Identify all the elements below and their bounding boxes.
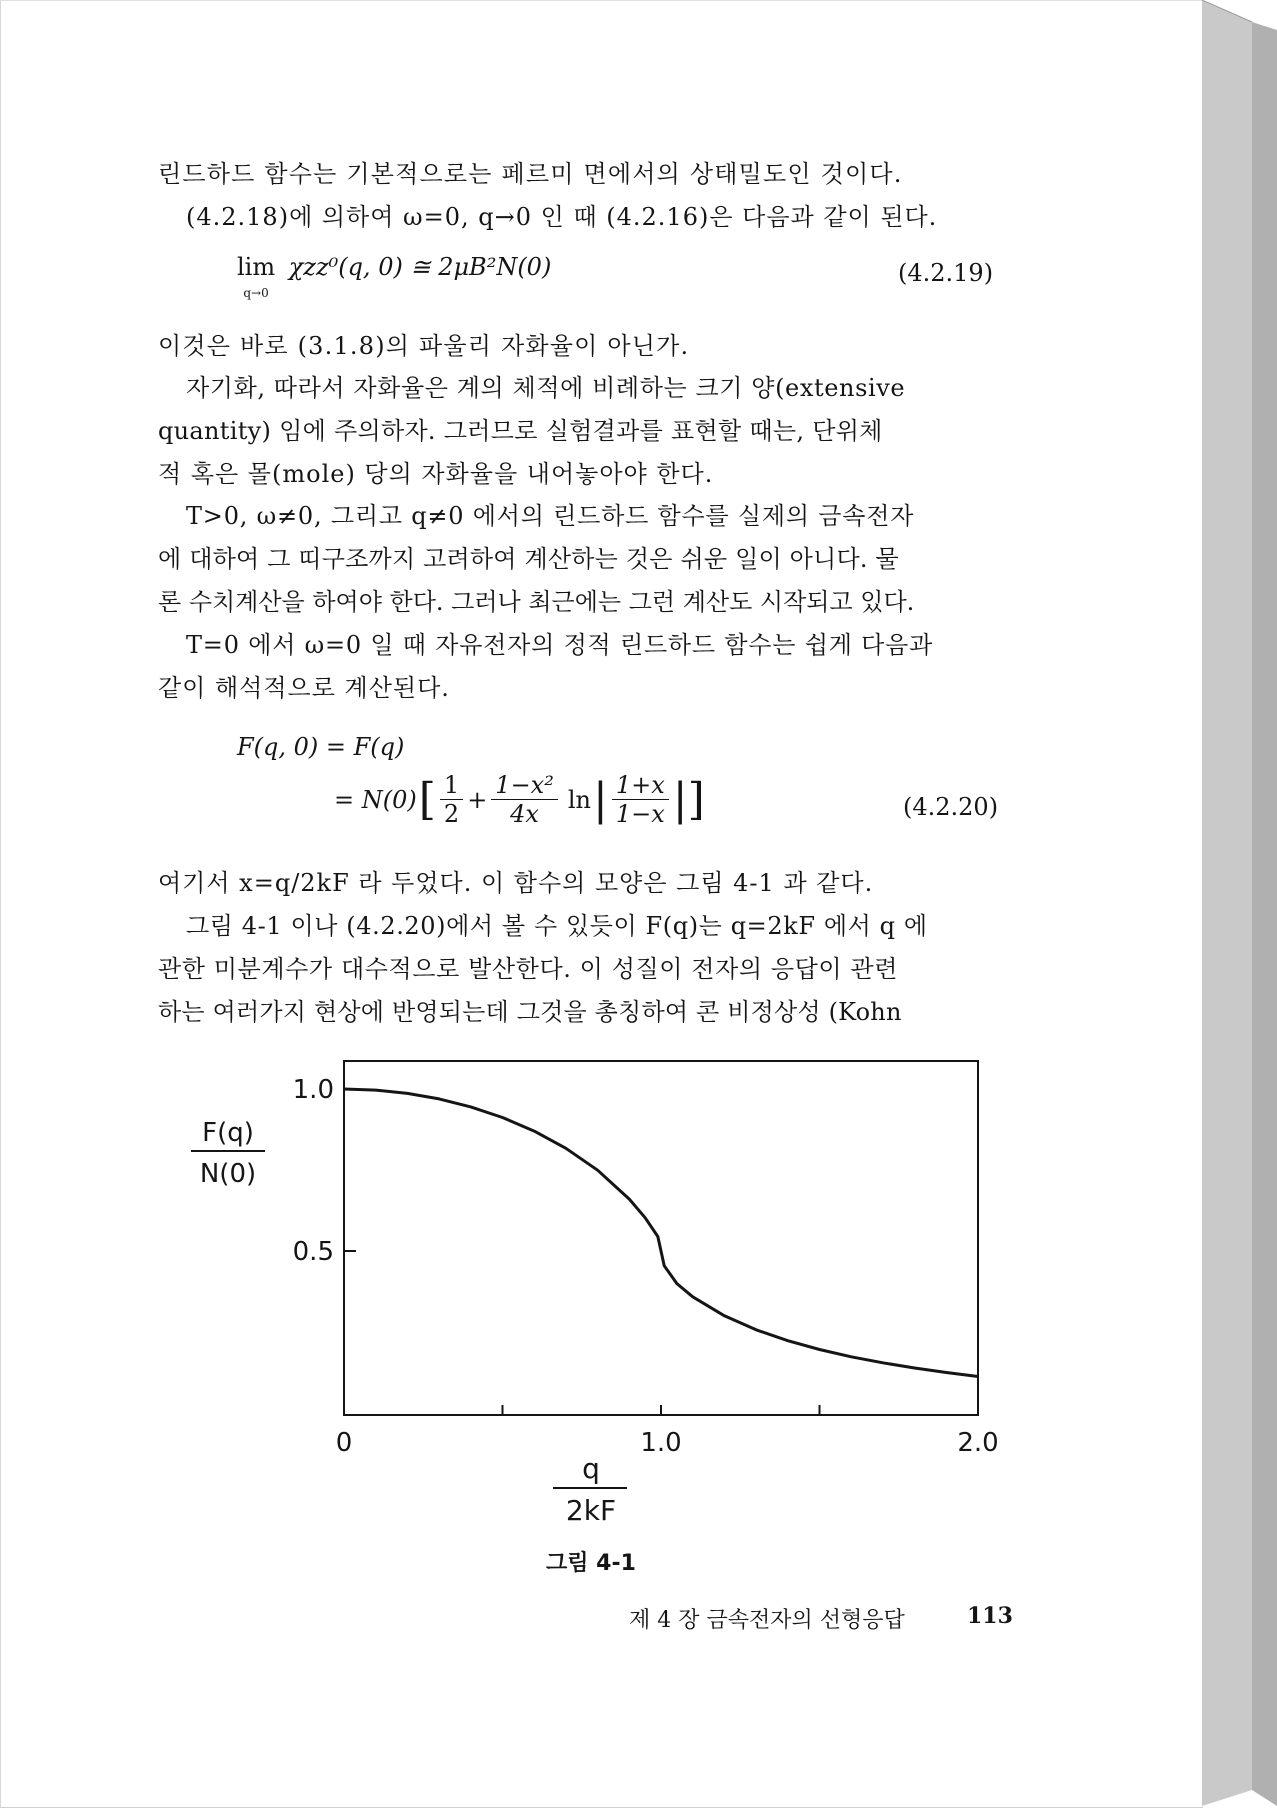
y-axis-label-denominator: N(0) [199, 1159, 257, 1189]
equation-4-2-19 [237, 253, 551, 309]
text-line-7: T>0, ω≠0, 그리고 q≠0 에서의 린드하드 함수를 실제의 금속전자 [186, 502, 915, 530]
book-page-edge [1202, 0, 1277, 1806]
eq20-abs-left: | [592, 773, 608, 825]
eq20-line1: F(q, 0) = F(q) [237, 733, 405, 761]
text-line-2: (4.2.18)에 의하여 ω=0, q→0 인 때 (4.2.16)은 다음과 같이 된다. [186, 203, 938, 231]
text-line-5: quantity) 임에 주의하자. 그러므로 실험결과를 표현할 때는, 단위체 [158, 417, 883, 445]
equation-4-2-20-line1 [237, 733, 404, 761]
x-tick-label: 1.0 [640, 1428, 682, 1458]
eq20-right-bracket: ] [687, 773, 705, 825]
eq20-prefix: = N(0) [334, 785, 417, 814]
equation-4-2-20-line2 [334, 771, 705, 828]
equation-number-4-2-19: (4.2.19) [898, 259, 994, 287]
text-line-10: T=0 에서 ω=0 일 때 자유전자의 정적 린드하드 함수는 쉽게 다음과 [186, 631, 934, 659]
x-axis-label-denominator: 2kF [565, 1494, 617, 1527]
eq19-lim: lim [237, 253, 276, 281]
text-line-13: 그림 4-1 이나 (4.2.20)에서 볼 수 있듯이 F(q)는 q=2kF 에서 q 에 [186, 912, 928, 940]
eq20-half-fraction [440, 771, 463, 828]
text-line-8: 에 대하여 그 띠구조까지 고려하여 계산하는 것은 쉬운 일이 아니다. 물 [158, 545, 899, 573]
series-line-fq [344, 1089, 978, 1377]
text-line-14: 관한 미분계수가 대수적으로 발산한다. 이 성질이 전자의 응답이 관련 [158, 955, 899, 983]
footer-page-number: 113 [967, 1603, 1013, 1629]
y-axis-label-numerator: F(q) [202, 1118, 254, 1148]
eq20-ln: ln [567, 785, 591, 814]
eq20-plus: + [467, 785, 488, 814]
eq20-half-den: 2 [443, 800, 460, 828]
text-line-15: 하는 여러가지 현상에 반영되는데 그것을 총칭하여 콘 비정상성 (Kohn [158, 998, 902, 1026]
eq20-left-bracket: [ [418, 773, 436, 825]
y-tick-label: 0.5 [292, 1237, 334, 1267]
x-axis-label-numerator: q [582, 1452, 600, 1485]
figure-4-1-chart [181, 1041, 1031, 1571]
equation-number-4-2-20: (4.2.20) [903, 793, 999, 821]
text-line-4: 자기화, 따라서 자화율은 계의 체적에 비례하는 크기 양(extensive [186, 374, 906, 402]
text-line-1: 린드하드 함수는 기본적으로는 페르미 면에서의 상태밀도인 것이다. [158, 160, 903, 188]
eq19-body: χzz⁰(q, 0) ≅ 2μB²N(0) [288, 253, 552, 281]
eq20-main-fraction [491, 771, 558, 828]
eq20-abs-right: | [672, 773, 688, 825]
x-tick-label: 2.0 [957, 1428, 999, 1458]
eq20-log-num: 1+x [612, 771, 669, 800]
text-line-12: 여기서 x=q/2kF 라 두었다. 이 함수의 모양은 그림 4-1 과 같다. [158, 869, 874, 897]
footer-chapter-title: 제 4 장 금속전자의 선형응답 [629, 1608, 905, 1633]
eq20-log-fraction [612, 771, 669, 828]
y-tick-label: 1.0 [292, 1075, 334, 1105]
x-tick-label: 0 [335, 1428, 353, 1458]
text-line-3: 이것은 바로 (3.1.8)의 파울리 자화율이 아닌가. [158, 332, 690, 360]
text-line-6: 적 혹은 몰(mole) 당의 자화율을 내어놓아야 한다. [158, 460, 714, 488]
eq20-log-den: 1−x [615, 800, 665, 828]
text-line-9: 론 수치계산을 하여야 한다. 그러나 최근에는 그런 계산도 시작되고 있다. [158, 588, 915, 616]
figure-caption: 그림 4-1 [546, 1551, 636, 1576]
eq20-main-num: 1−x² [491, 771, 558, 800]
eq20-main-den: 4x [510, 800, 539, 828]
eq19-lim-subscript: q→0 [243, 286, 269, 300]
text-line-11: 같이 해석적으로 계산된다. [158, 674, 450, 702]
eq20-half-num: 1 [440, 771, 463, 800]
